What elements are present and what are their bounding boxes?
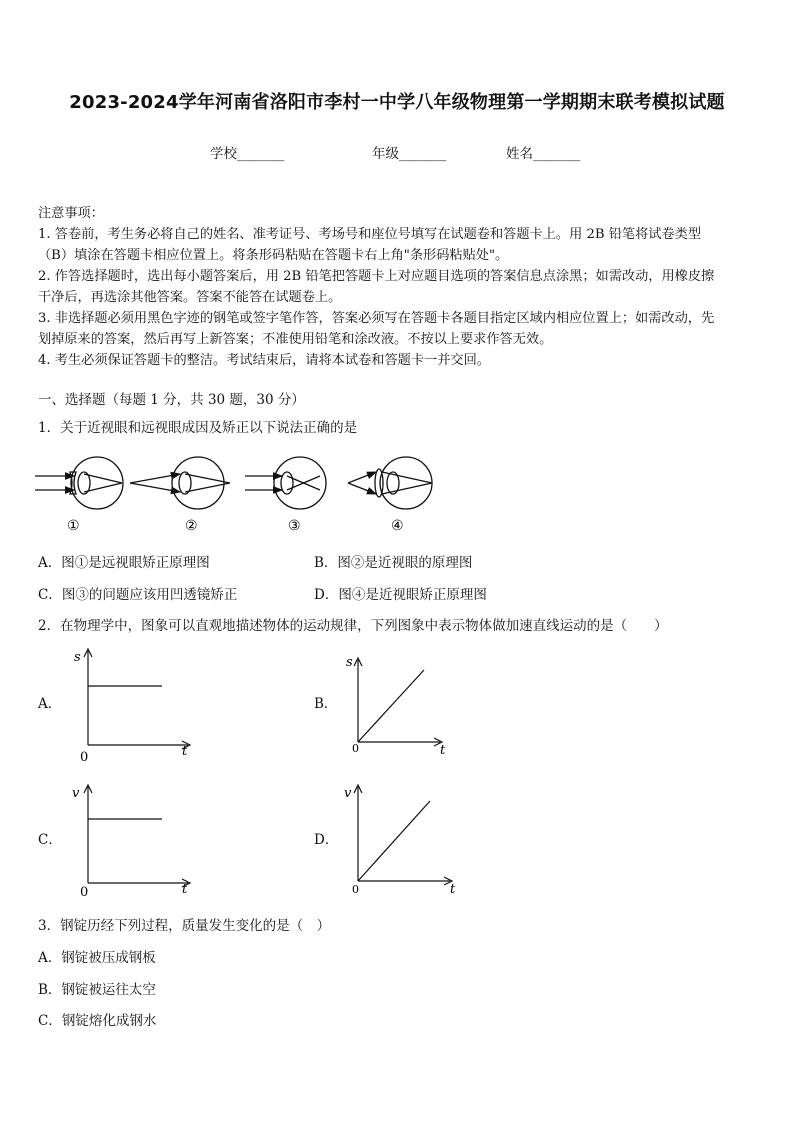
school-field: 学校_______ <box>210 146 285 162</box>
graph-a-origin: 0 <box>80 750 89 765</box>
section-heading: 一、选择题（每题 1 分，共 30 题，30 分） <box>38 392 305 408</box>
page-title: 2023-2024学年河南省洛阳市李村一中学八年级物理第一学期期末联考模拟试题 <box>69 92 725 113</box>
q2-graph-c <box>70 781 200 899</box>
q2-option-c: C． <box>38 832 62 848</box>
notes-line: 干净后，再选涂其他答案。答案不能答在试题卷上。 <box>38 290 342 305</box>
q1-option-d: D．图④是近视眼矫正原理图 <box>314 587 487 603</box>
graph-c-y-label: v <box>72 786 80 801</box>
q3-option-c: C．钢锭熔化成钢水 <box>38 1013 157 1029</box>
graph-c-origin: 0 <box>80 885 89 899</box>
question-1-stem: 1．关于近视眼和远视眼成因及矫正以下说法正确的是 <box>38 420 358 436</box>
figure-label-1: ① <box>67 518 80 534</box>
q2-graph-b <box>340 650 460 762</box>
q2-option-b: B． <box>314 696 338 712</box>
q2-option-d: D． <box>314 832 339 848</box>
figure-label-4: ④ <box>391 518 404 534</box>
graph-b-origin: 0 <box>352 742 359 755</box>
notes-line: 1. 答卷前，考生务必将自己的姓名、准考证号、考场号和座位号填写在试题卷和答题卡上。用 2B 铅笔将试卷类型 <box>38 227 702 242</box>
eye-diagrams <box>30 450 450 540</box>
figure-label-3: ③ <box>288 518 301 534</box>
graph-a-y-label: s <box>74 650 81 665</box>
question-3-stem: 3．钢锭历经下列过程，质量发生变化的是（ ） <box>38 918 331 934</box>
q1-option-b: B．图②是近视眼的原理图 <box>314 555 473 571</box>
notes-line: 2. 作答选择题时，选出每小题答案后，用 2B 铅笔把答题卡上对应题目选项的答案信息点涂黑；如需改动，用橡皮擦 <box>38 269 715 284</box>
notes-line: 4. 考生必须保证答题卡的整洁。考试结束后，请将本试卷和答题卡一并交回。 <box>38 353 490 368</box>
notes-line: （B）填涂在答题卡相应位置上。将条形码粘贴在答题卡右上角"条形码粘贴处"。 <box>38 248 509 263</box>
graph-d-origin: 0 <box>352 883 359 896</box>
figure-label-2: ② <box>185 518 198 534</box>
graph-d-y-label: v <box>344 786 352 801</box>
notes-line: 3. 非选择题必须用黑色字迹的钢笔或签字笔作答，答案必须写在答题卡各题目指定区域内相应位置上；如需改动，先 <box>38 311 715 326</box>
eye-figure-3 <box>245 457 326 509</box>
graph-c-x-label: t <box>182 882 188 897</box>
grade-field: 年级_______ <box>372 146 447 162</box>
q3-option-b: B．钢锭被运往太空 <box>38 982 156 998</box>
q2-graph-a <box>70 645 200 765</box>
q1-option-a: A．图①是远视眼矫正原理图 <box>38 555 210 571</box>
eye-figure-1 <box>35 457 123 509</box>
notes-block <box>38 203 760 371</box>
graph-d-x-label: t <box>450 882 456 897</box>
notes-line: 划掉原来的答案，然后再写上新答案；不准使用铅笔和涂改液。不按以上要求作答无效。 <box>38 332 553 347</box>
name-field: 姓名_______ <box>506 146 581 162</box>
graph-a-x-label: t <box>182 744 188 759</box>
q2-option-a: A． <box>38 696 62 712</box>
graph-b-x-label: t <box>440 743 446 758</box>
q3-option-a: A．钢锭被压成钢板 <box>38 950 156 966</box>
graph-b-y-label: s <box>346 655 353 670</box>
q2-graph-d <box>340 781 470 899</box>
question-2-stem: 2．在物理学中，图象可以直观地描述物体的运动规律，下列图象中表示物体做加速直线运动的是（ ） <box>38 618 668 634</box>
eye-figure-2 <box>130 457 230 509</box>
notes-heading: 注意事项： <box>38 206 104 221</box>
q1-option-c: C．图③的问题应该用凹透镜矫正 <box>38 587 238 603</box>
eye-figure-4 <box>348 457 432 509</box>
